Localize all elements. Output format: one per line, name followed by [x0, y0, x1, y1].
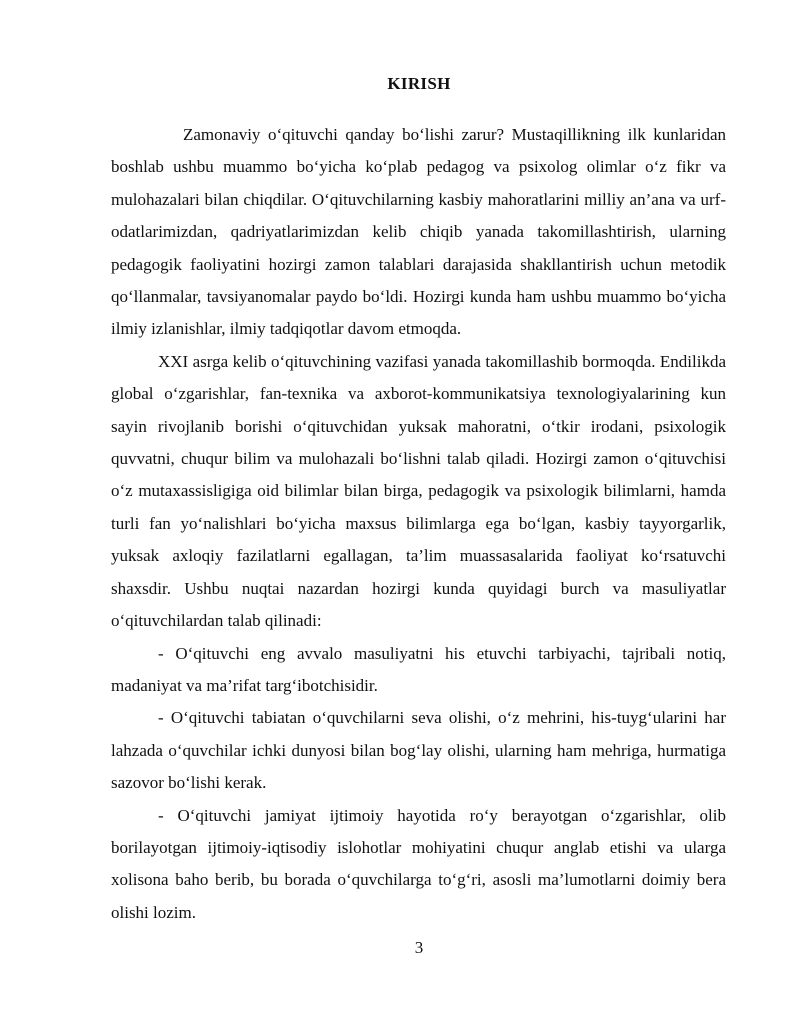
document-body [111, 119, 726, 929]
page-number: 3 [414, 938, 424, 957]
section-title: KIRISH [387, 74, 451, 93]
paragraph-list-item-2: - O‘qituvchi tabiatan o‘quvchilarni seva olishi, o‘z mehrini, his-tuyg‘ularini har lahzada o‘quvchilar ichki dunyosi bilan bog‘lay olishi, ularning ham mehriga, hurmatiga sazovor bo‘lishi kerak. [111, 708, 726, 793]
paragraph-list-item-1: - O‘qituvchi eng avvalo masuliyatni his etuvchi tarbiyachi, tajribali notiq, madaniyat va ma’rifat targ‘ibotchisidir. [111, 643, 726, 695]
paragraph-xxi-century: XXI asrga kelib o‘qituvchining vazifasi yanada takomillashib bormoqda. Endilikda global o‘zgarishlar, fan-texnika va axborot-kommunikatsiya texnologiyalarining kun sayin rivojlanib borishi o‘qituvchidan yuksak mahoratni, o‘tkir irodani, psixologik quvvatni, chuqur bilim va mulohazali bo‘lishni talab qiladi. Hozirgi zamon o‘qituvchisi o‘z mutaxassisligiga oid bilimlar bilan birga, pedagogik va psixologik bilimlarni, hamda turli fan yo‘nalishlari bo‘yicha maxsus bilimlarga ega bo‘lgan, kasbiy tayyorgarlik, yuksak axloqiy fazilatlarni egallagan, ta’lim muassasalarida faoliyat ko‘rsatuvchi shaxsdir. Ushbu nuqtai nazardan hozirgi kunda quyidagi burch va masuliyatlar o‘qituvchilardan talab qilinadi: [111, 351, 726, 631]
paragraph-intro: Zamonaviy o‘qituvchi qanday bo‘lishi zarur? Mustaqillikning ilk kunlaridan boshlab ushbu muammo bo‘yicha ko‘plab pedagog va psixolog olimlar o‘z fikr va mulohazalari bilan chiqdilar. O‘qituvchilarning kasbiy mahoratlarini milliy an’ana va urf-odatlarimizdan, qadriyatlarimizdan kelib chiqib yanada takomillashtirish, ularning pedagogik faoliyatini hozirgi zamon talablari darajasida shakllantirish uchun metodik qo‘llanmalar, tavsiyanomalar paydo bo‘ldi. Hozirgi kunda ham ushbu muammo bo‘yicha ilmiy izlanishlar, ilmiy tadqiqotlar davom etmoqda. [111, 125, 726, 339]
paragraph-list-item-3: - O‘qituvchi jamiyat ijtimoiy hayotida ro‘y berayotgan o‘zgarishlar, olib borilayotgan ijtimoiy-iqtisodiy islohotlar mohiyatini chuqur anglab etishi va ularga xolisona baho berib, bu borada o‘quvchilarga to‘g‘ri, asosli ma’lumotlarni doimiy bera olishi lozim. [111, 805, 726, 922]
